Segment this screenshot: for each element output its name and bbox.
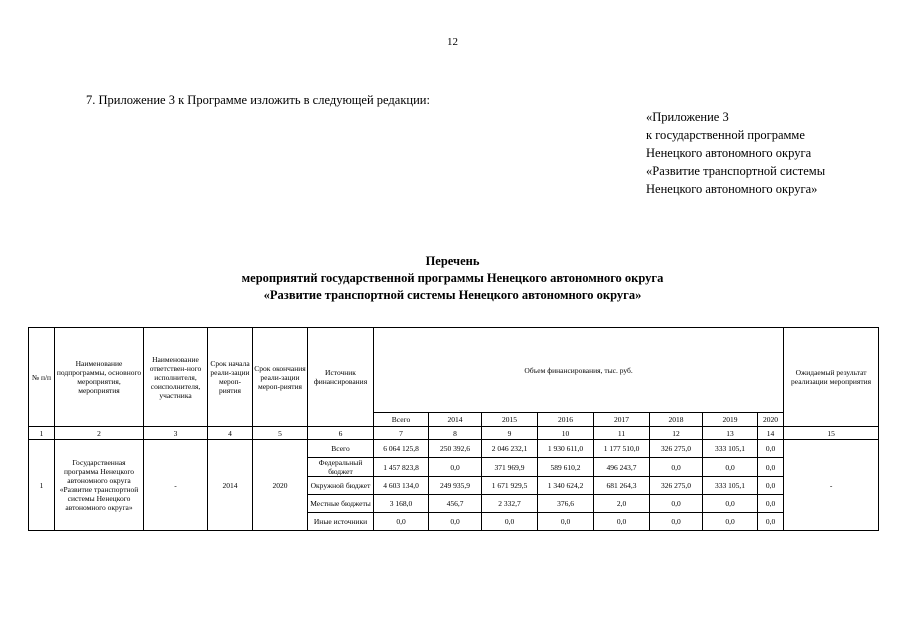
row-end: 2020: [253, 440, 308, 531]
appendix-line: Ненецкого автономного округа»: [646, 182, 818, 196]
funding-cell: 0,0: [758, 495, 784, 513]
column-number: 4: [208, 427, 253, 440]
source-label: Всего: [308, 440, 374, 458]
header-year: 2018: [650, 413, 703, 427]
funding-cell: 0,0: [374, 513, 429, 531]
funding-cell: 249 935,9: [429, 477, 482, 495]
funding-cell: 326 275,0: [650, 440, 703, 458]
funding-cell: 371 969,9: [482, 458, 538, 477]
appendix-caption: [646, 108, 825, 198]
header-year-total: Всего: [374, 413, 429, 427]
funding-cell: 2 332,7: [482, 495, 538, 513]
header-year: 2016: [538, 413, 594, 427]
funding-cell: 4 603 134,0: [374, 477, 429, 495]
row-start: 2014: [208, 440, 253, 531]
activities-table: [28, 327, 879, 531]
funding-cell: 681 264,3: [594, 477, 650, 495]
funding-cell: 0,0: [482, 513, 538, 531]
funding-cell: 0,0: [650, 495, 703, 513]
column-number: 14: [758, 427, 784, 440]
source-label: Федеральный бюджет: [308, 458, 374, 477]
instruction-text: 7. Приложение 3 к Программе изложить в следующей редакции:: [86, 93, 430, 107]
funding-cell: 6 064 125,8: [374, 440, 429, 458]
funding-cell: 333 105,1: [703, 477, 758, 495]
funding-cell: 456,7: [429, 495, 482, 513]
funding-cell: 589 610,2: [538, 458, 594, 477]
funding-cell: 2 046 232,1: [482, 440, 538, 458]
title-line: Перечень: [425, 254, 480, 268]
funding-cell: 0,0: [538, 513, 594, 531]
column-number: 2: [55, 427, 144, 440]
funding-cell: 0,0: [703, 513, 758, 531]
funding-cell: 1 930 611,0: [538, 440, 594, 458]
funding-cell: 1 457 823,8: [374, 458, 429, 477]
activities-table-wrapper: [28, 327, 878, 531]
column-number: 9: [482, 427, 538, 440]
funding-cell: 0,0: [594, 513, 650, 531]
column-number: 10: [538, 427, 594, 440]
funding-cell: 0,0: [650, 458, 703, 477]
funding-cell: 2,0: [594, 495, 650, 513]
funding-cell: 1 177 510,0: [594, 440, 650, 458]
funding-cell: 0,0: [703, 495, 758, 513]
appendix-line: Ненецкого автономного округа: [646, 146, 812, 160]
column-number: 3: [144, 427, 208, 440]
appendix-line: «Приложение 3: [646, 110, 729, 124]
funding-cell: 250 392,6: [429, 440, 482, 458]
funding-cell: 0,0: [758, 513, 784, 531]
column-number: 1: [29, 427, 55, 440]
funding-cell: 0,0: [429, 513, 482, 531]
header-end: Срок окончания реали-зации мероп-риятия: [253, 328, 308, 427]
page-number: 12: [447, 36, 458, 48]
source-label: Иные источники: [308, 513, 374, 531]
funding-cell: 1 671 929,5: [482, 477, 538, 495]
funding-cell: 1 340 624,2: [538, 477, 594, 495]
header-year: 2020: [758, 413, 784, 427]
title-line: «Развитие транспортной системы Ненецкого автономного округа»: [263, 288, 642, 302]
funding-cell: 0,0: [650, 513, 703, 531]
column-number: 5: [253, 427, 308, 440]
column-number: 6: [308, 427, 374, 440]
header-source: Источник финансирования: [308, 328, 374, 427]
funding-cell: 333 105,1: [703, 440, 758, 458]
funding-cell: 496 243,7: [594, 458, 650, 477]
column-number: 12: [650, 427, 703, 440]
table-row: [29, 440, 879, 458]
column-number: 15: [784, 427, 879, 440]
header-name: Наименование подпрограммы, основного мероприятия, мероприятия: [55, 328, 144, 427]
row-num: 1: [29, 440, 55, 531]
appendix-line: к государственной программе: [646, 128, 805, 142]
funding-cell: 0,0: [758, 440, 784, 458]
header-num: № п/п: [29, 328, 55, 427]
source-label: Окружной бюджет: [308, 477, 374, 495]
header-result: Ожидаемый результат реализации мероприятия: [784, 328, 879, 427]
header-year: 2014: [429, 413, 482, 427]
column-number: 7: [374, 427, 429, 440]
appendix-line: «Развитие транспортной системы: [646, 164, 826, 178]
header-start: Срок начала реали-зации мероп-риятия: [208, 328, 253, 427]
column-number: 13: [703, 427, 758, 440]
funding-cell: 326 275,0: [650, 477, 703, 495]
header-year: 2017: [594, 413, 650, 427]
funding-cell: 0,0: [703, 458, 758, 477]
funding-cell: 376,6: [538, 495, 594, 513]
row-executor: -: [144, 440, 208, 531]
funding-cell: 0,0: [758, 458, 784, 477]
funding-cell: 0,0: [429, 458, 482, 477]
funding-cell: 0,0: [758, 477, 784, 495]
header-funding: Объем финансирования, тыс. руб.: [374, 328, 784, 413]
document-title: [0, 253, 905, 304]
column-number: 11: [594, 427, 650, 440]
title-line: мероприятий государственной программы Ненецкого автономного округа: [241, 271, 664, 285]
source-label: Местные бюджеты: [308, 495, 374, 513]
header-year: 2015: [482, 413, 538, 427]
row-name: Государственная программа Ненецкого автономного округа «Развитие транспортной системы Ненецкого автономного округа»: [55, 440, 144, 531]
header-executor: Наименование ответствен-ного исполнителя, соисполнителя, участника: [144, 328, 208, 427]
funding-cell: 3 168,0: [374, 495, 429, 513]
row-result: -: [784, 440, 879, 531]
column-number: 8: [429, 427, 482, 440]
header-year: 2019: [703, 413, 758, 427]
